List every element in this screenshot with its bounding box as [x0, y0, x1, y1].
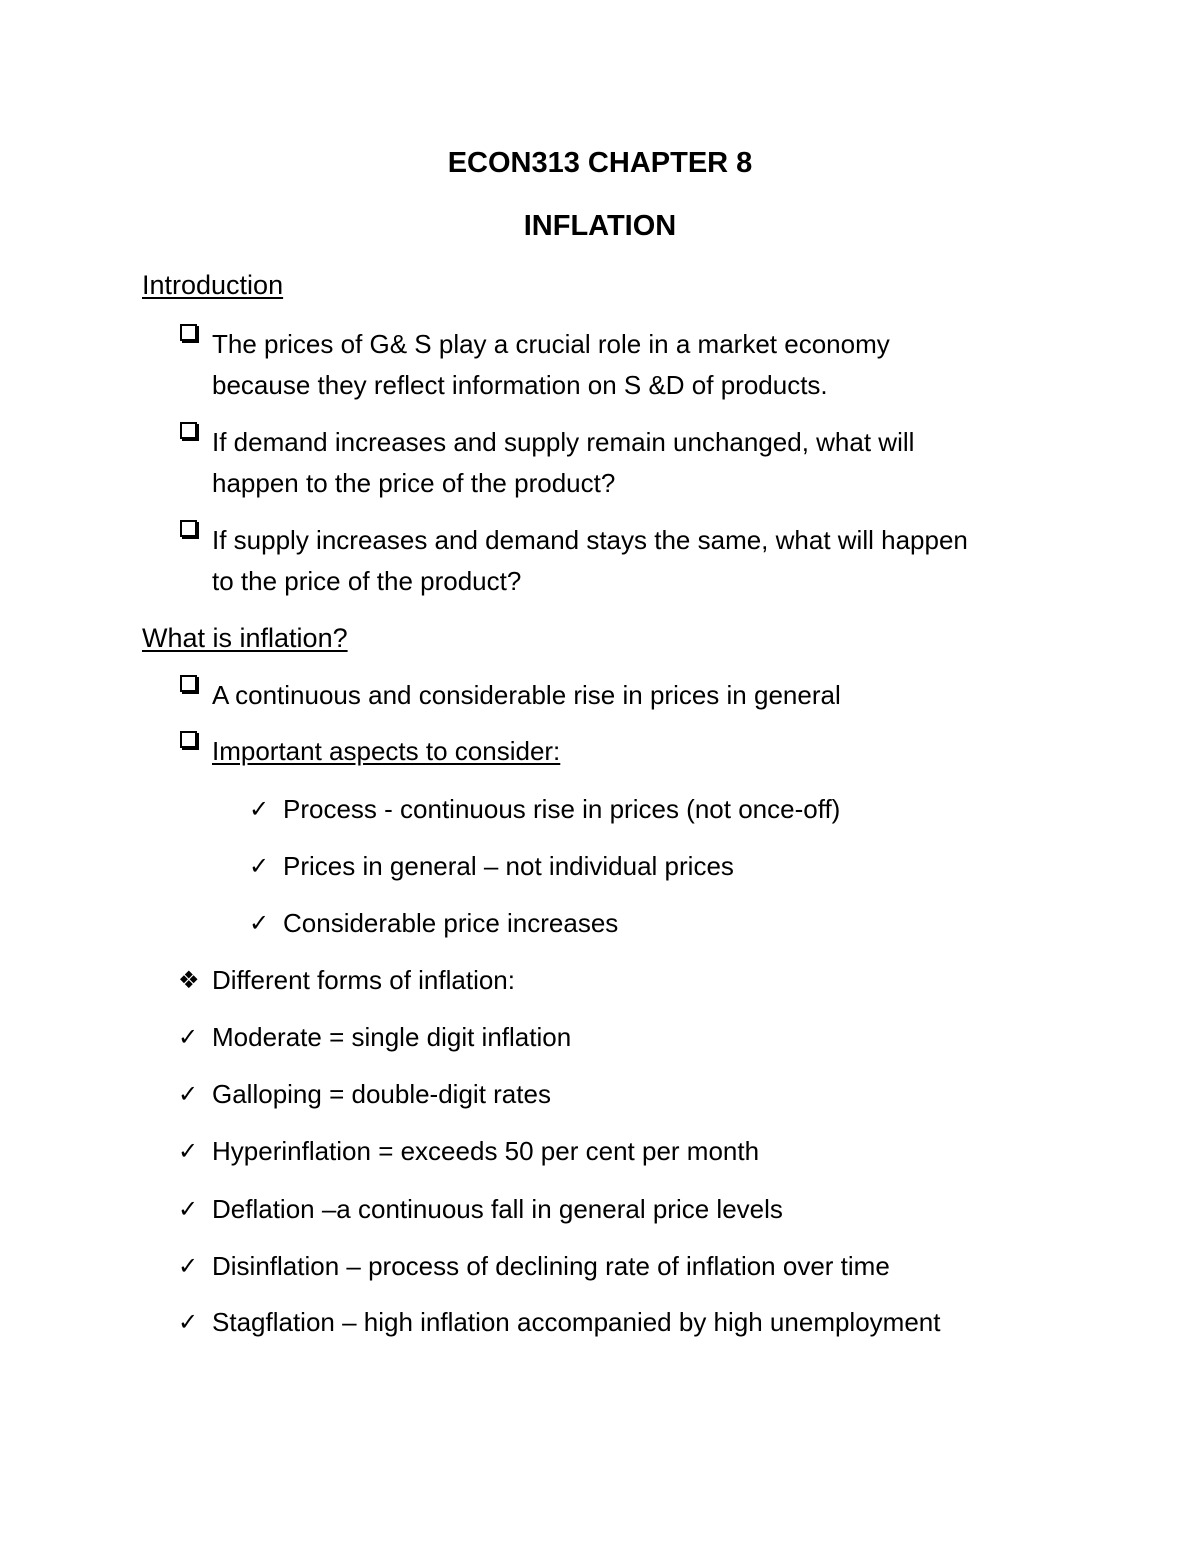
form-item-1-text: Moderate = single digit inflation — [212, 1022, 572, 1052]
inflation-definition-text: A continuous and considerable rise in prices in general — [212, 680, 841, 710]
aspect-item-1 — [249, 789, 840, 830]
checkmark-icon: ✓ — [249, 796, 270, 823]
aspect-item-2 — [249, 846, 734, 887]
aspect-item-1-text: Process - continuous rise in prices (not once-off) — [283, 794, 841, 824]
form-item-4-text: Deflation –a continuous fall in general price levels — [212, 1194, 783, 1224]
aspect-item-2-text: Prices in general – not individual prices — [283, 851, 734, 881]
form-item-2 — [178, 1074, 551, 1115]
chapter-title: INFLATION — [523, 210, 677, 242]
important-aspects — [180, 731, 560, 772]
checkmark-icon: ✓ — [249, 910, 270, 937]
form-item-4 — [178, 1189, 783, 1230]
intro-bullet-2-line-2: happen to the price of the product? — [212, 468, 616, 498]
intro-bullet-2 — [180, 422, 914, 504]
intro-bullet-1-line-2: because they reflect information on S &D of products. — [212, 370, 828, 400]
checkmark-icon: ✓ — [178, 1024, 199, 1051]
intro-bullet-1-line-1: The prices of G& S play a crucial role in a market economy — [212, 329, 890, 359]
checkmark-icon: ✓ — [178, 1081, 199, 1108]
form-item-3-text: Hyperinflation = exceeds 50 per cent per month — [212, 1136, 760, 1166]
checkmark-icon: ✓ — [249, 853, 270, 880]
form-item-1 — [178, 1017, 571, 1058]
checkmark-icon: ✓ — [178, 1253, 199, 1280]
form-item-6 — [178, 1302, 940, 1343]
form-item-2-text: Galloping = double-digit rates — [212, 1079, 551, 1109]
checkmark-icon: ✓ — [178, 1138, 199, 1165]
aspect-item-3 — [249, 903, 618, 944]
forms-heading-text: Different forms of inflation: — [212, 965, 515, 995]
intro-bullet-2-line-1: If demand increases and supply remain unchanged, what will — [212, 427, 915, 457]
intro-bullet-3-line-2: to the price of the product? — [212, 566, 522, 596]
intro-bullet-3 — [180, 520, 968, 602]
checkbox-square-icon — [180, 422, 197, 439]
form-item-5-text: Disinflation – process of declining rate of inflation over time — [212, 1251, 890, 1281]
checkmark-icon: ✓ — [178, 1309, 199, 1336]
intro-bullet-1 — [180, 324, 890, 406]
important-aspects-heading: Important aspects to consider: — [212, 736, 561, 766]
checkbox-square-icon — [180, 675, 197, 692]
course-title: ECON313 CHAPTER 8 — [447, 147, 753, 179]
checkbox-square-icon — [180, 324, 197, 341]
checkbox-square-icon — [180, 520, 197, 537]
intro-bullet-3-line-1: If supply increases and demand stays the same, what will happen — [212, 525, 968, 555]
checkbox-square-icon — [180, 731, 197, 748]
checkmark-icon: ✓ — [178, 1196, 199, 1223]
form-item-5 — [178, 1246, 890, 1287]
form-item-6-text: Stagflation – high inflation accompanied by high unemployment — [212, 1307, 941, 1337]
introduction-heading: Introduction — [142, 270, 284, 300]
forms-heading — [178, 960, 515, 1001]
four-diamond-icon: ❖ — [178, 967, 200, 994]
inflation-definition — [180, 675, 841, 716]
form-item-3 — [178, 1131, 759, 1172]
aspect-item-3-text: Considerable price increases — [283, 908, 619, 938]
what-is-inflation-heading: What is inflation? — [142, 623, 348, 653]
